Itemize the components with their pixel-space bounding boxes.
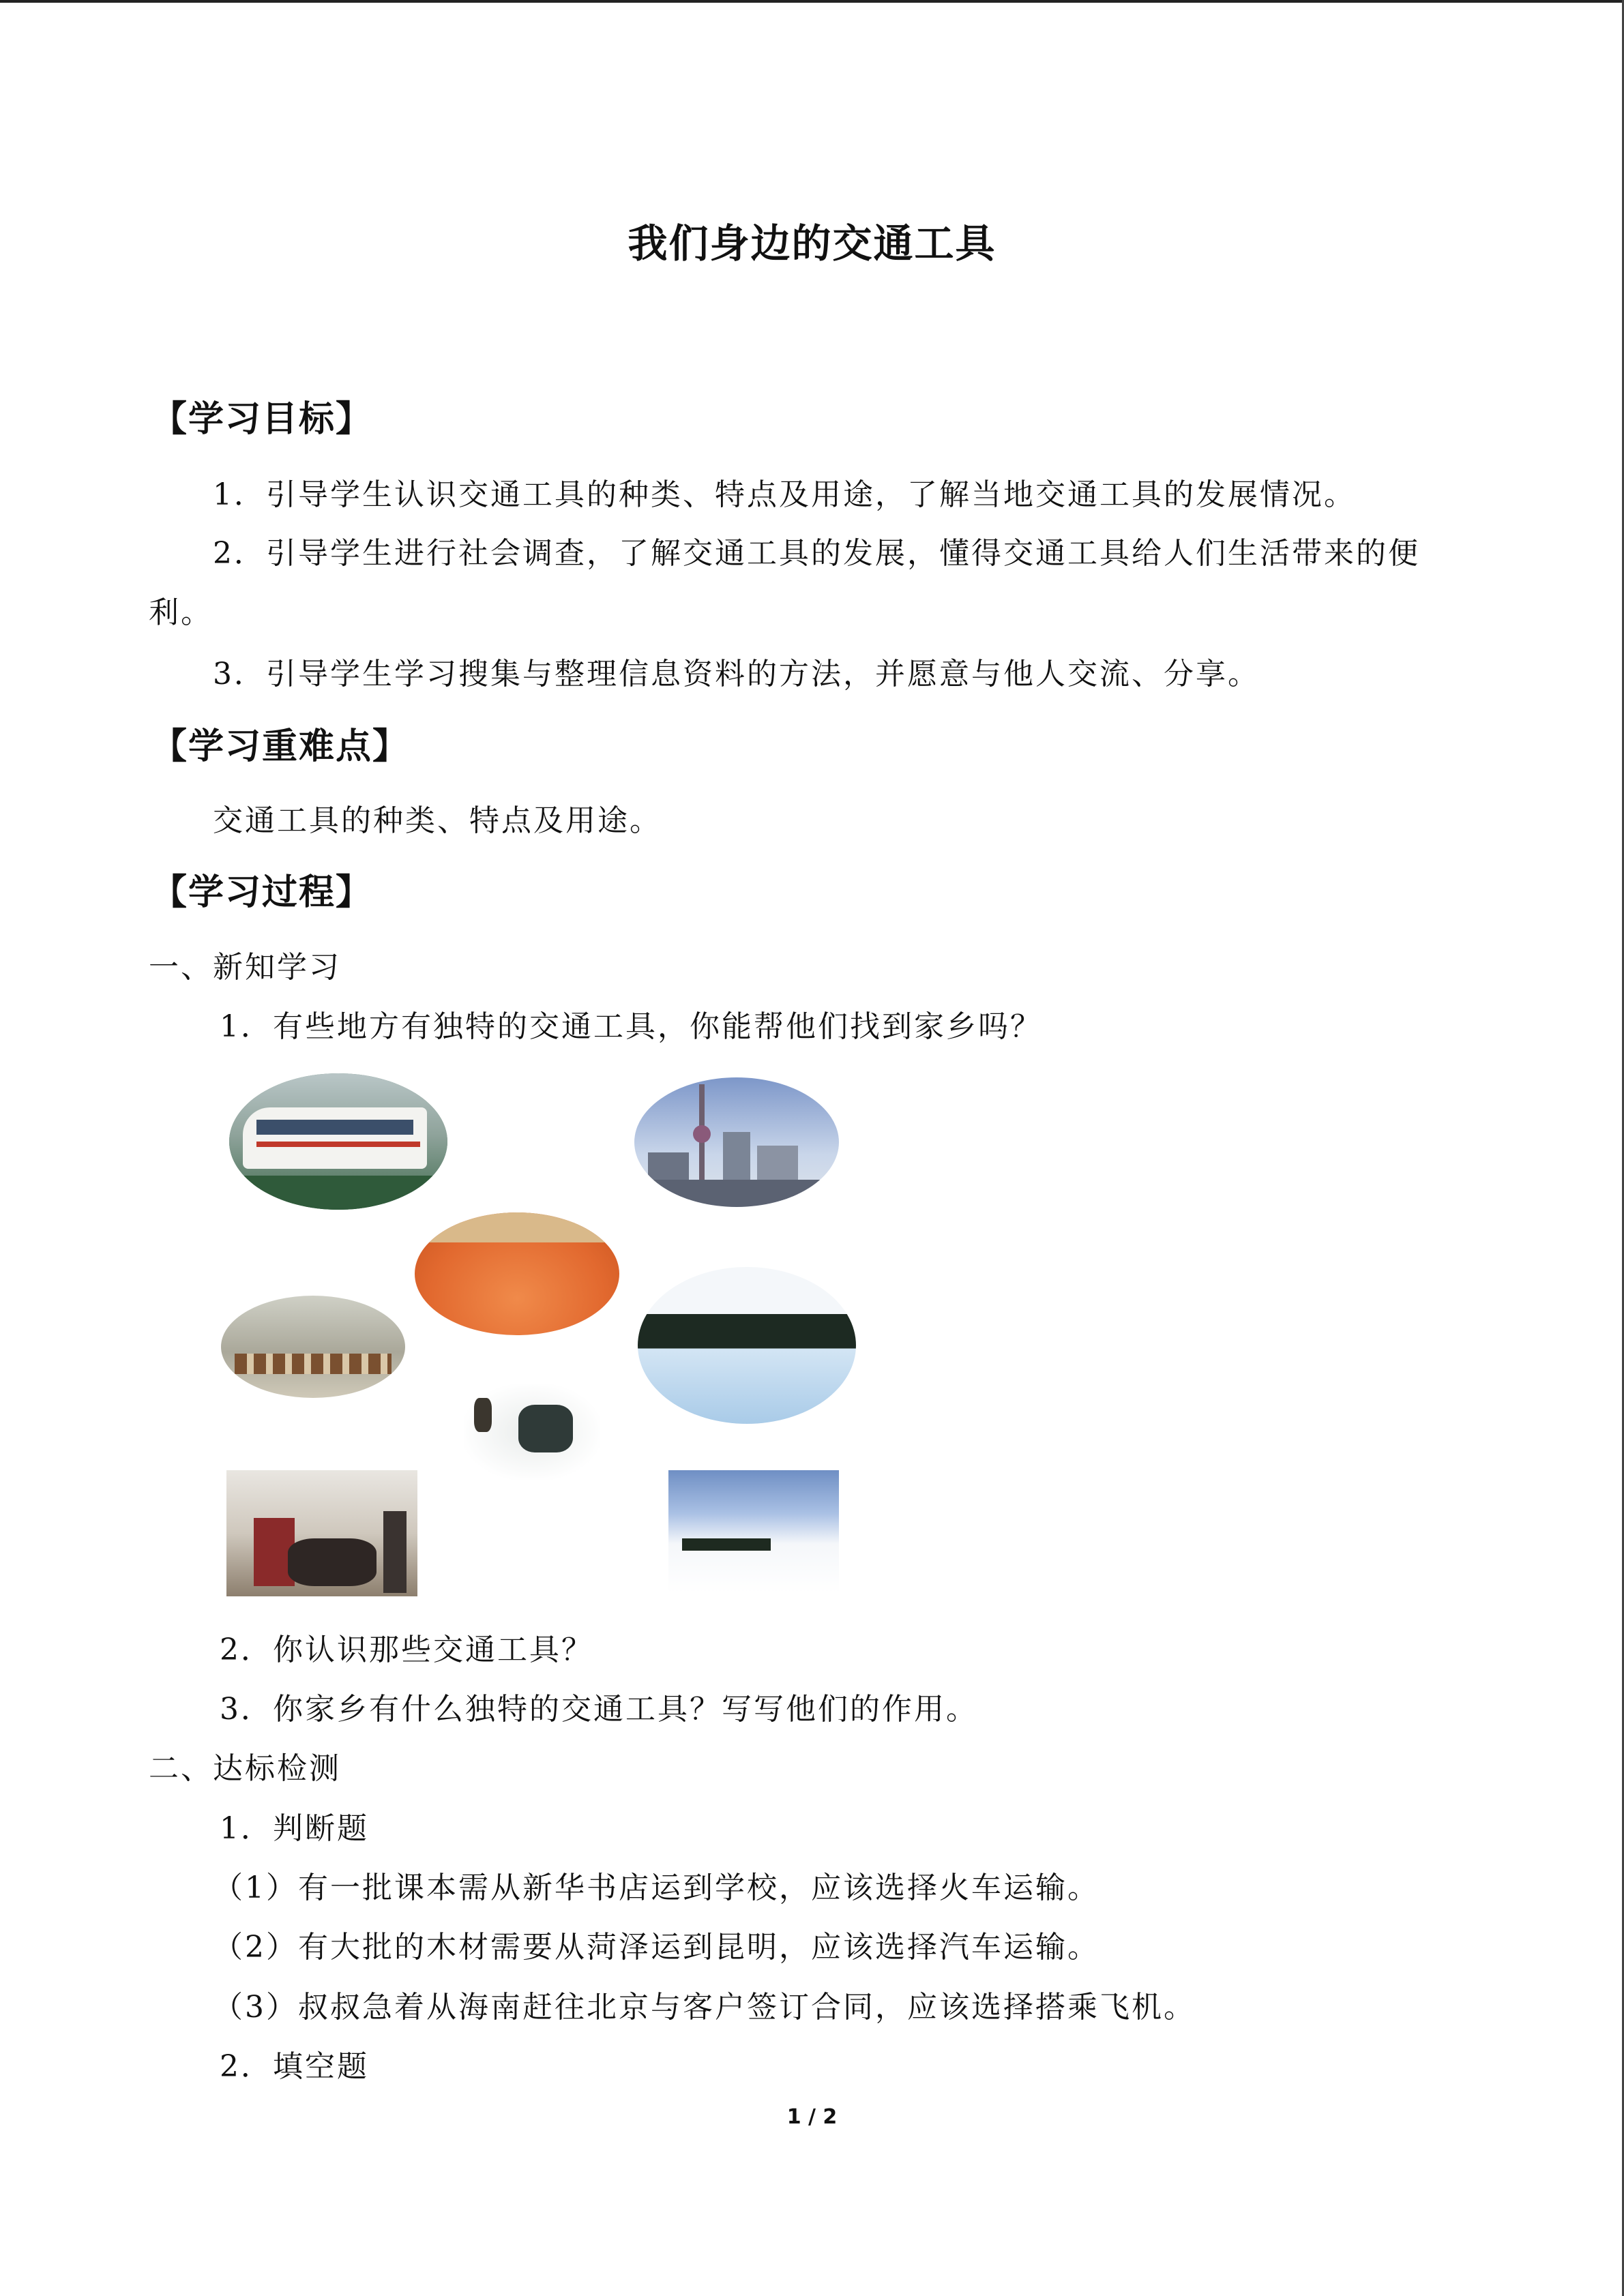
page-top-border [0, 0, 1624, 3]
goal-item-1: 1．引导学生认识交通工具的种类、特点及用途，了解当地交通工具的发展情况。 [213, 477, 1356, 512]
snow-forest-photo [638, 1267, 856, 1424]
judge-item-1: （1）有一批课本需从新华书店运到学校，应该选择火车运输。 [213, 1870, 1099, 1905]
goal-item-3: 3．引导学生学习搜集与整理信息资料的方法，并愿意与他人交流、分享。 [213, 657, 1260, 691]
camel-caravan-photo [221, 1296, 405, 1398]
transport-hometown-figure [211, 1064, 866, 1602]
heading-learning-goals: 【学习目标】 [151, 399, 373, 440]
goal-item-2: 2．引导学生进行社会调查，了解交通工具的发展，懂得交通工具给人们生活带来的便 [213, 536, 1420, 571]
fill-title: 2．填空题 [220, 2049, 369, 2084]
train-photo [229, 1073, 447, 1210]
snowfield-photo [668, 1470, 839, 1593]
part2-title: 二、达标检测 [149, 1751, 341, 1786]
question-3: 3．你家乡有什么独特的交通工具？写写他们的作用。 [220, 1692, 978, 1727]
judge-item-2: （2）有大批的木材需要从菏泽运到昆明，应该选择汽车运输。 [213, 1930, 1099, 1965]
question-1: 1．有些地方有独特的交通工具，你能帮他们找到家乡吗？ [220, 1009, 1042, 1044]
key-points-text: 交通工具的种类、特点及用途。 [213, 803, 662, 838]
desert-photo [415, 1212, 619, 1335]
document-title: 我们身边的交通工具 [628, 220, 996, 267]
city-skyline-photo [634, 1077, 839, 1207]
dog-sled-photo [464, 1384, 600, 1480]
yak-herders-photo [226, 1470, 417, 1596]
heading-key-points: 【学习重难点】 [151, 726, 410, 767]
goal-item-2-continued: 利。 [149, 595, 213, 630]
question-2: 2．你认识那些交通工具？ [220, 1632, 593, 1667]
judge-title: 1．判断题 [220, 1811, 369, 1846]
page-number: 1 / 2 [786, 2105, 838, 2129]
heading-learning-process: 【学习过程】 [151, 872, 373, 913]
judge-item-3: （3）叔叔急着从海南赶往北京与客户签订合同，应该选择搭乘飞机。 [213, 1990, 1196, 2025]
part1-title: 一、新知学习 [149, 950, 341, 985]
